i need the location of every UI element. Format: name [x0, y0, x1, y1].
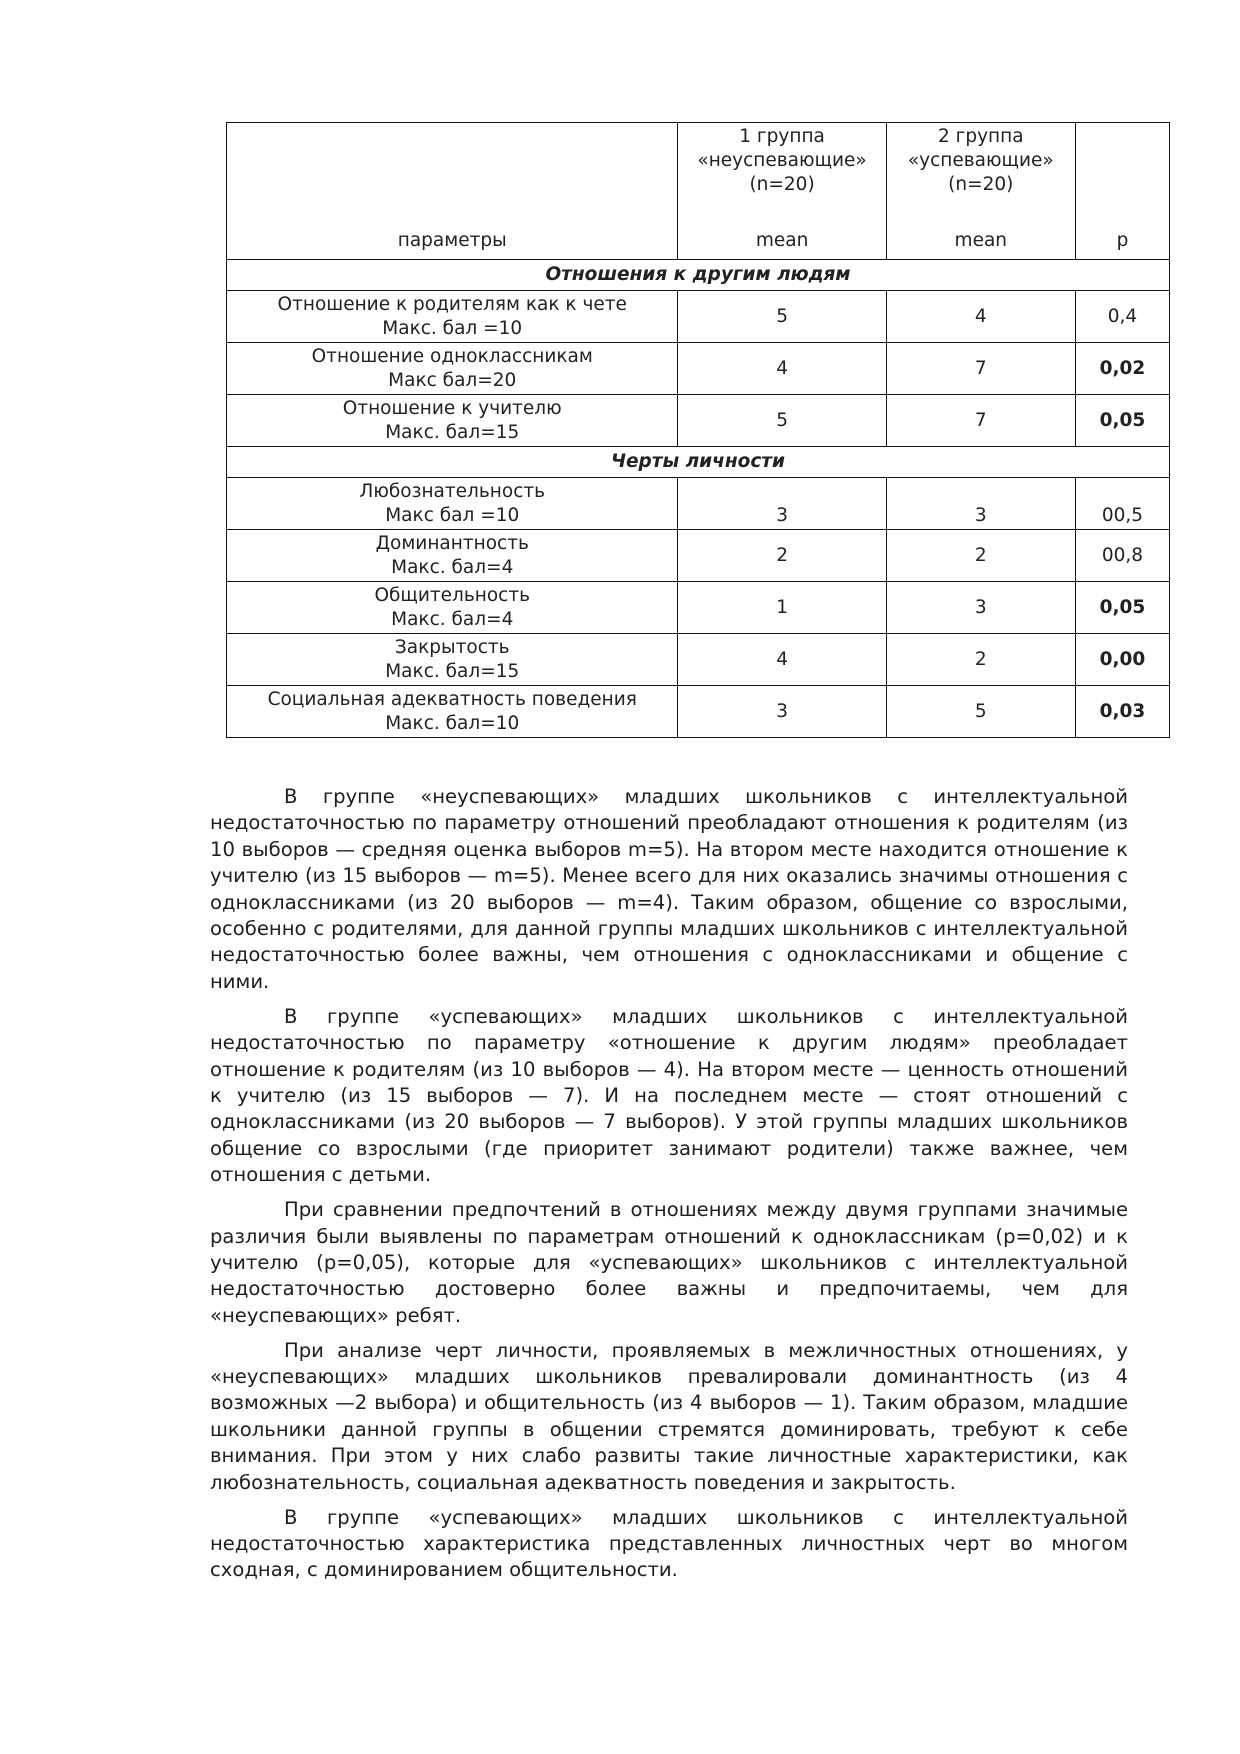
- param-cell: [227, 582, 678, 634]
- table-row: [227, 343, 1170, 395]
- group1-mean-label: mean: [755, 230, 809, 251]
- body-text: [210, 784, 1128, 1592]
- p-value: [1075, 478, 1169, 530]
- group2-value: 3: [886, 582, 1075, 634]
- section-title-relations: Отношения к другим людям: [227, 260, 1170, 291]
- param-name: Отношение одноклассникам: [311, 345, 593, 367]
- header-cell-group1: [678, 123, 886, 260]
- table-row: [227, 291, 1170, 343]
- p-value-text: 00,5: [1101, 505, 1144, 526]
- group1-value: 3: [678, 686, 886, 738]
- group1-value: 4: [678, 634, 886, 686]
- group2-value: 7: [886, 395, 1075, 447]
- param-max: Макс бал=20: [388, 369, 517, 391]
- p-value: 0,05: [1075, 395, 1169, 447]
- p-value: 00,8: [1075, 530, 1169, 582]
- param-max: Макс. бал=4: [391, 556, 514, 578]
- group2-n: (n=20): [948, 174, 1014, 195]
- results-table: [226, 122, 1170, 738]
- param-max: Макс. бал=10: [385, 712, 520, 734]
- param-cell: [227, 291, 678, 343]
- paragraph: В группе «успевающих» младших школьников с интеллектуальной недостаточностью по параметру «отношение к другим людям» преобладает отношение к родителям (из 10 выборов — 4). На втором месте — ценность отношений к учителю (из 15 выборов — 7). И на последнем месте — стоят отношений с одноклассниками (из 20 выборов — 7 выборов). У этой группы младших школьников общение со взрослыми (где приоритет занимают родители) также важнее, чем отношения с детьми.: [210, 1004, 1128, 1187]
- paragraph: В группе «успевающих» младших школьников с интеллектуальной недостаточностью характеристика представленных личностных черт во многом сходная, с доминированием общительности.: [210, 1505, 1128, 1582]
- table-row: [227, 582, 1170, 634]
- header-cell-group2: [886, 123, 1075, 260]
- table-row: [227, 395, 1170, 447]
- table-row: [227, 634, 1170, 686]
- group2-value: 7: [886, 343, 1075, 395]
- table-row: [227, 478, 1170, 530]
- param-name: Отношение к учителю: [342, 397, 562, 419]
- group1-value: 5: [678, 291, 886, 343]
- param-cell: [227, 634, 678, 686]
- param-max: Макс. бал=15: [385, 660, 520, 682]
- group1-value: [678, 478, 886, 530]
- group2-value: 2: [886, 530, 1075, 582]
- p-value: 0,4: [1075, 291, 1169, 343]
- group1-value: 5: [678, 395, 886, 447]
- paragraph: В группе «неуспевающих» младших школьников с интеллектуальной недостаточностью по параметру отношений преобладают отношения к родителям (из 10 выборов — средняя оценка выборов m=5). На втором месте находится отношение к учителю (из 15 выборов — m=5). Менее всего для них оказались значимы отношения с одноклассниками (из 20 выборов — m=4). Таким образом, общение со взрослыми, особенно с родителями, для данной группы младших школьников с интеллектуальной недостаточностью более важны, чем отношения с одноклассниками и общение с ними.: [210, 785, 1128, 993]
- group2-value: 5: [886, 686, 1075, 738]
- group1-value-text: 3: [776, 505, 788, 526]
- param-name: Любознательность: [359, 480, 546, 502]
- param-cell: [227, 530, 678, 582]
- group2-value: [886, 478, 1075, 530]
- param-cell: [227, 478, 678, 530]
- group2-value: 2: [886, 634, 1075, 686]
- param-name: Отношение к родителям как к чете: [277, 293, 627, 315]
- section-row-relations: [227, 260, 1170, 291]
- paragraph: При анализе черт личности, проявляемых в межличностных отношениях, у «неуспевающих» младших школьников превалировали доминантность (из 4 возможных —2 выбора) и общительность (из 4 выборов — 1). Таким образом, младшие школьники данной группы в общении стремятся доминировать, требуют к себе внимания. При этом у них слабо развиты такие личностные характеристики, как любознательность, социальная адекватность поведения и закрытость.: [210, 1338, 1128, 1494]
- header-params-label: параметры: [397, 230, 507, 251]
- group1-value: 2: [678, 530, 886, 582]
- group1-n: (n=20): [749, 174, 815, 195]
- group2-mean-label: mean: [954, 230, 1008, 251]
- section-row-traits: [227, 447, 1170, 478]
- group2-title: 2 группа: [937, 126, 1024, 147]
- group1-value: 4: [678, 343, 886, 395]
- group1-subtitle: «неуспевающие»: [697, 150, 867, 171]
- param-cell: [227, 343, 678, 395]
- param-name: Общительность: [374, 584, 531, 606]
- param-cell: [227, 686, 678, 738]
- group2-value: 4: [886, 291, 1075, 343]
- param-name: Закрытость: [394, 636, 510, 658]
- p-value: 0,03: [1075, 686, 1169, 738]
- section-title-traits: Черты личности: [227, 447, 1170, 478]
- param-max: Макс. бал=15: [385, 421, 520, 443]
- param-cell: [227, 395, 678, 447]
- paragraph: При сравнении предпочтений в отношениях между двумя группами значимые различия были выявлены по параметрам отношений к одноклассникам (p=0,02) и к учителю (p=0,05), которые для «успевающих» школьников с интеллектуальной недостаточностью достоверно более важны и предпочитаемы, чем для «неуспевающих» ребят.: [210, 1198, 1128, 1327]
- table-row: [227, 686, 1170, 738]
- group1-title: 1 группа: [739, 126, 825, 147]
- header-cell-p: [1075, 123, 1169, 260]
- p-value: 0,05: [1075, 582, 1169, 634]
- p-value: 0,00: [1075, 634, 1169, 686]
- group2-subtitle: «успевающие»: [907, 150, 1054, 171]
- group1-value: 1: [678, 582, 886, 634]
- header-p-label: p: [1116, 230, 1129, 251]
- param-max: Макс. бал =10: [382, 317, 523, 339]
- group2-value-text: 3: [974, 505, 987, 526]
- param-name: Доминантность: [375, 532, 529, 554]
- table-header-row: [227, 123, 1170, 260]
- p-value: 0,02: [1075, 343, 1169, 395]
- param-name: Социальная адекватность поведения: [267, 688, 637, 710]
- header-cell-params: [227, 123, 678, 260]
- param-max: Макс бал =10: [385, 504, 520, 526]
- param-max: Макс. бал=4: [391, 608, 514, 630]
- table-row: [227, 530, 1170, 582]
